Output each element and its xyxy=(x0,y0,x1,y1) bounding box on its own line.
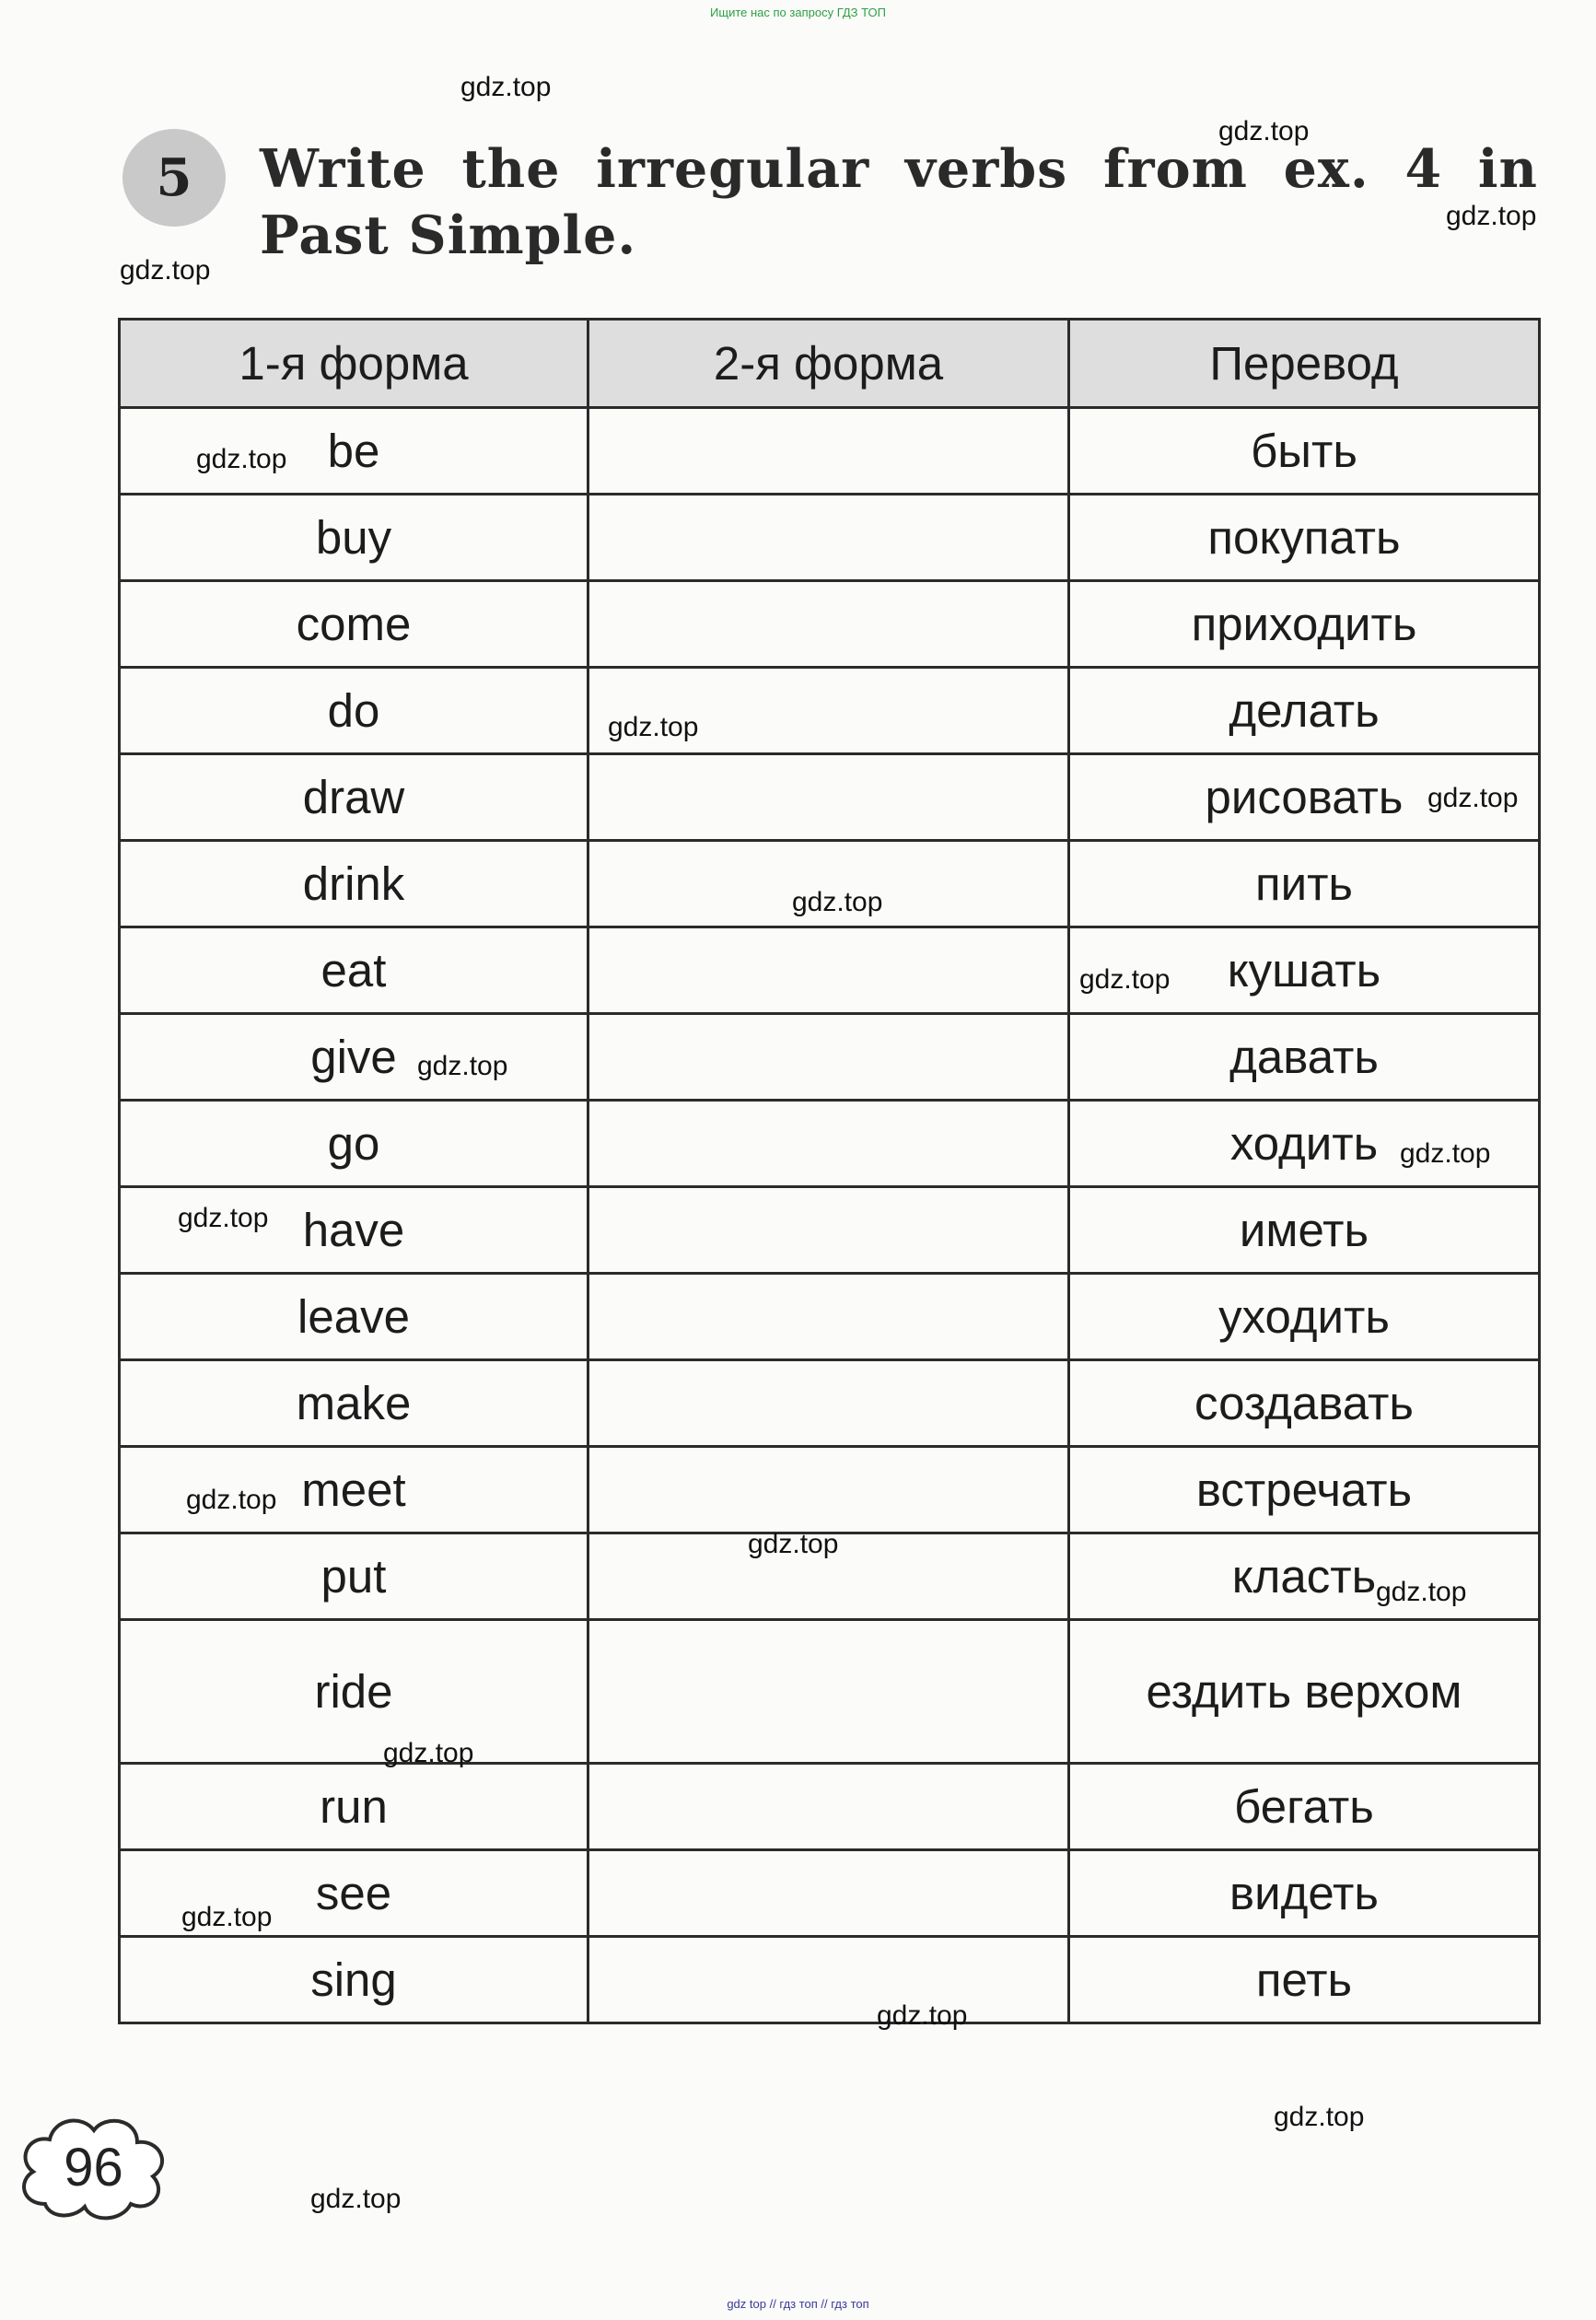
header-first-form: 1-я форма xyxy=(120,320,588,408)
bottom-site-note: gdz top // гдз топ // гдз топ xyxy=(727,2297,869,2311)
first-form-cell: give xyxy=(120,1014,588,1101)
table-row xyxy=(120,668,1540,754)
second-form-cell xyxy=(588,1101,1069,1187)
watermark-label: gdz.top xyxy=(748,1529,839,1559)
first-form-cell: make xyxy=(120,1360,588,1447)
watermark-label: gdz.top xyxy=(1427,783,1519,813)
watermark-label: gdz.top xyxy=(310,2184,402,2214)
table-row xyxy=(120,581,1540,668)
watermark-label: gdz.top xyxy=(1446,201,1537,231)
translation-cell: видеть xyxy=(1069,1850,1540,1937)
watermark-label: gdz.top xyxy=(186,1485,277,1515)
table-row xyxy=(120,1447,1540,1533)
table-row xyxy=(120,1937,1540,2023)
first-form-cell: ride xyxy=(120,1620,588,1764)
watermark-label: gdz.top xyxy=(608,712,699,742)
translation-cell: рисовать xyxy=(1069,754,1540,841)
translation-cell: создавать xyxy=(1069,1360,1540,1447)
table-row xyxy=(120,1620,1540,1764)
watermark-label: gdz.top xyxy=(460,72,552,102)
watermark-label: gdz.top xyxy=(417,1051,508,1081)
second-form-cell xyxy=(588,581,1069,668)
second-form-cell xyxy=(588,1360,1069,1447)
second-form-cell xyxy=(588,495,1069,581)
header-translation: Перевод xyxy=(1069,320,1540,408)
second-form-cell xyxy=(588,927,1069,1014)
second-form-cell xyxy=(588,754,1069,841)
second-form-cell xyxy=(588,1620,1069,1764)
header-second-form: 2-я форма xyxy=(588,320,1069,408)
watermark-label: gdz.top xyxy=(1079,964,1171,995)
first-form-cell: go xyxy=(120,1101,588,1187)
table-row xyxy=(120,1187,1540,1274)
exercise-number-badge: 5 xyxy=(122,129,226,227)
irregular-verbs-table xyxy=(118,318,1541,2024)
first-form-cell: run xyxy=(120,1764,588,1850)
second-form-cell xyxy=(588,1447,1069,1533)
watermark-label: gdz.top xyxy=(1400,1138,1491,1169)
watermark-label: gdz.top xyxy=(1218,116,1310,146)
watermark-label: gdz.top xyxy=(196,444,287,474)
translation-cell: приходить xyxy=(1069,581,1540,668)
translation-cell: петь xyxy=(1069,1937,1540,2023)
first-form-cell: draw xyxy=(120,754,588,841)
table-row xyxy=(120,1850,1540,1937)
table-row xyxy=(120,1014,1540,1101)
first-form-cell: sing xyxy=(120,1937,588,2023)
table-row xyxy=(120,1764,1540,1850)
translation-cell: бегать xyxy=(1069,1764,1540,1850)
second-form-cell xyxy=(588,1764,1069,1850)
translation-cell: покупать xyxy=(1069,495,1540,581)
table-row xyxy=(120,1101,1540,1187)
table-row xyxy=(120,754,1540,841)
top-search-note: Ищите нас по запросу ГДЗ ТОП xyxy=(710,6,886,19)
watermark-label: gdz.top xyxy=(1274,2102,1365,2132)
first-form-cell: see xyxy=(120,1850,588,1937)
translation-cell: пить xyxy=(1069,841,1540,927)
first-form-cell: meet xyxy=(120,1447,588,1533)
table-row xyxy=(120,927,1540,1014)
translation-cell: давать xyxy=(1069,1014,1540,1101)
first-form-cell: eat xyxy=(120,927,588,1014)
table-row xyxy=(120,495,1540,581)
second-form-cell xyxy=(588,1274,1069,1360)
translation-cell: ходить xyxy=(1069,1101,1540,1187)
translation-cell: ездить верхом xyxy=(1069,1620,1540,1764)
watermark-label: gdz.top xyxy=(178,1203,269,1233)
second-form-cell xyxy=(588,1850,1069,1937)
watermark-label: gdz.top xyxy=(120,255,211,286)
second-form-cell xyxy=(588,1937,1069,2023)
first-form-cell: buy xyxy=(120,495,588,581)
watermark-label: gdz.top xyxy=(1376,1577,1467,1607)
watermark-label: gdz.top xyxy=(181,1902,273,1932)
table-header-row xyxy=(120,320,1540,408)
page-number-cloud xyxy=(13,2107,174,2227)
page-number: 96 xyxy=(64,2137,123,2198)
translation-cell: быть xyxy=(1069,408,1540,495)
translation-cell: иметь xyxy=(1069,1187,1540,1274)
table-row xyxy=(120,1274,1540,1360)
watermark-label: gdz.top xyxy=(877,2000,968,2031)
second-form-cell xyxy=(588,408,1069,495)
exercise-title xyxy=(260,136,1538,269)
first-form-cell: have xyxy=(120,1187,588,1274)
translation-cell: встречать xyxy=(1069,1447,1540,1533)
first-form-cell: leave xyxy=(120,1274,588,1360)
first-form-cell: be xyxy=(120,408,588,495)
table-row xyxy=(120,408,1540,495)
first-form-cell: put xyxy=(120,1533,588,1620)
first-form-cell: come xyxy=(120,581,588,668)
exercise-title-line-2: Past Simple. xyxy=(260,204,637,266)
watermark-label: gdz.top xyxy=(792,887,883,917)
first-form-cell: do xyxy=(120,668,588,754)
second-form-cell xyxy=(588,1014,1069,1101)
translation-cell: класть xyxy=(1069,1533,1540,1620)
translation-cell: уходить xyxy=(1069,1274,1540,1360)
watermark-label: gdz.top xyxy=(383,1738,474,1768)
translation-cell: делать xyxy=(1069,668,1540,754)
translation-cell: кушать xyxy=(1069,927,1540,1014)
table-row xyxy=(120,1360,1540,1447)
first-form-cell: drink xyxy=(120,841,588,927)
second-form-cell xyxy=(588,1187,1069,1274)
exercise-title-line-1: Write the irregular verbs from ex. 4 in xyxy=(260,138,1538,200)
